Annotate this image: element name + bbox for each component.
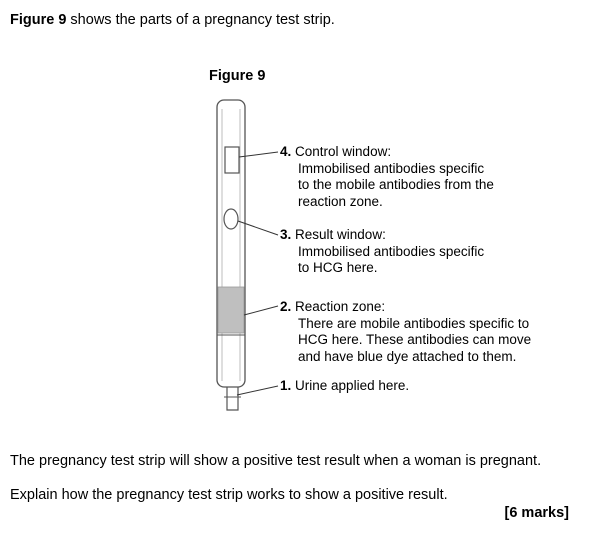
label-heading: Control window:: [295, 144, 392, 159]
label-heading: Reaction zone:: [295, 299, 386, 314]
question-statement: The pregnancy test strip will show a positive test result when a woman is pregnant.: [10, 453, 542, 469]
intro-text: [10, 12, 335, 28]
label-reaction-zone: 2. Reaction zone: There are mobile antibodies specific to HCG here. These antibodies can move and have blue dye attached to them.: [280, 299, 532, 364]
label-heading: Urine applied here.: [295, 378, 410, 393]
intro-sentence: shows the parts of a pregnancy test strip.: [66, 12, 335, 28]
control-window: [225, 147, 239, 173]
marks-allocation: [6 marks]: [504, 505, 569, 521]
label-control-window: 4. Control window: Immobilised antibodies specific to the mobile antibodies from the reaction zone.: [280, 144, 494, 209]
figure-reference: Figure 9: [10, 12, 67, 28]
reaction-zone: [218, 287, 244, 333]
figure-title: Figure 9: [209, 68, 266, 84]
label-result-window: 3. Result window: Immobilised antibodies specific to HCG here.: [280, 227, 485, 275]
question-instruction: Explain how the pregnancy test strip works to show a positive result.: [10, 487, 448, 503]
strip-body: [217, 100, 245, 387]
leader-line-2: [244, 306, 278, 315]
test-strip-diagram: [200, 95, 560, 425]
result-window: [224, 209, 238, 229]
strip-tip: [227, 387, 238, 410]
label-heading: Result window:: [295, 227, 386, 242]
leader-line-1: [237, 386, 278, 395]
label-urine-applied: 1. Urine applied here.: [280, 378, 410, 393]
